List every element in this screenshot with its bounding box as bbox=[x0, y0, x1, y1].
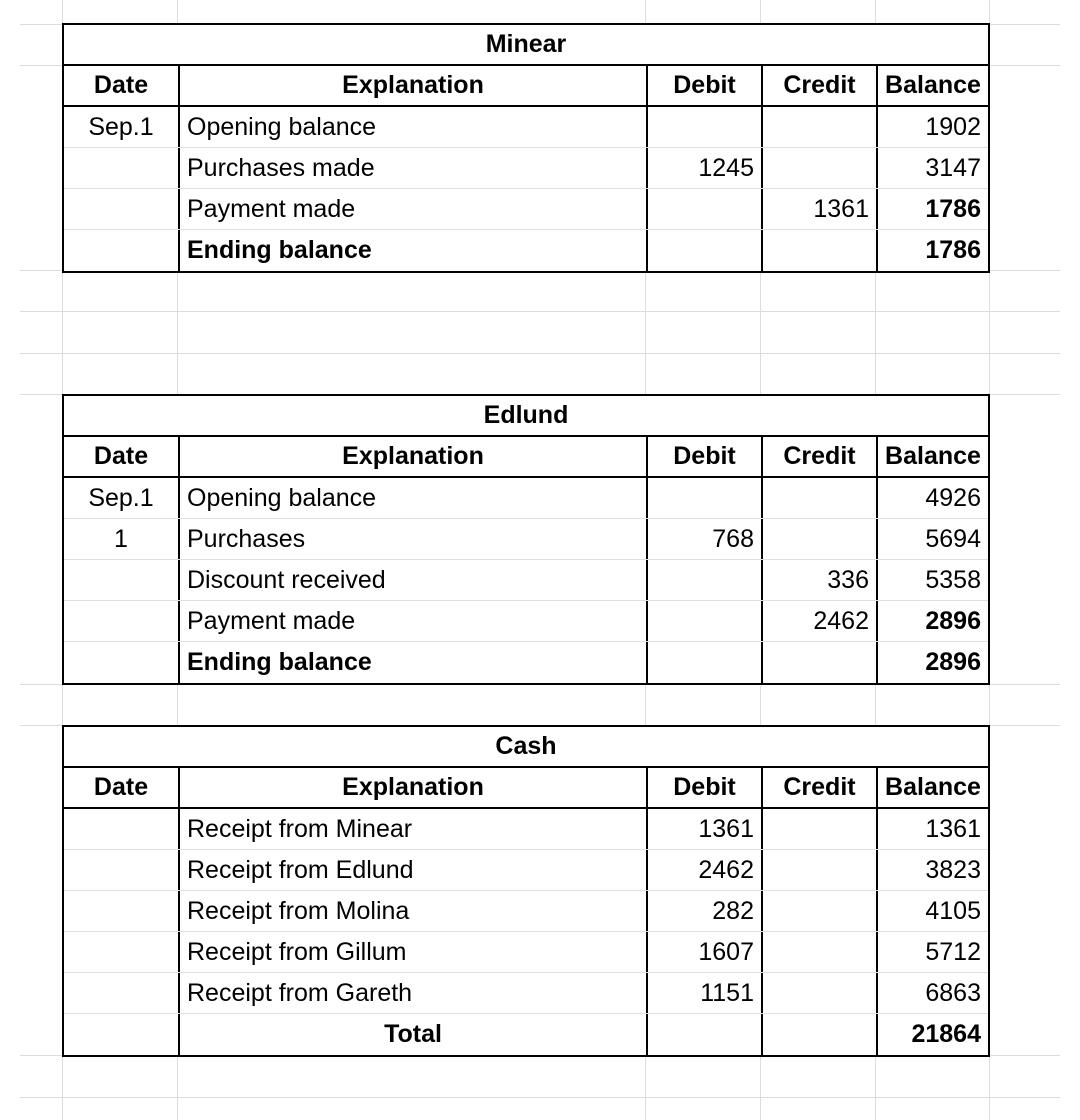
explanation-cell: Ending balance bbox=[178, 642, 646, 683]
balance-cell: 1902 bbox=[876, 107, 988, 147]
balance-cell: 1361 bbox=[876, 809, 988, 849]
ledger-title: Edlund bbox=[483, 401, 569, 429]
credit-cell bbox=[761, 809, 876, 849]
date-cell: Sep.1 bbox=[88, 483, 154, 512]
explanation-cell: Ending balance bbox=[178, 230, 646, 271]
date-cell bbox=[64, 850, 178, 890]
balance-cell: 5358 bbox=[876, 560, 988, 600]
credit-cell bbox=[761, 642, 876, 683]
debit-cell: 1151 bbox=[646, 973, 761, 1013]
header-date: Date bbox=[93, 773, 149, 801]
credit-cell bbox=[761, 850, 876, 890]
date-cell bbox=[64, 932, 178, 972]
explanation-cell: Receipt from Molina bbox=[178, 891, 646, 931]
balance-cell: 1786 bbox=[876, 189, 988, 229]
debit-cell: 1361 bbox=[646, 809, 761, 849]
credit-cell bbox=[761, 891, 876, 931]
explanation-cell: Purchases made bbox=[178, 148, 646, 188]
debit-cell bbox=[646, 601, 761, 641]
debit-cell bbox=[646, 107, 761, 147]
header-debit: Debit bbox=[646, 66, 761, 105]
credit-cell bbox=[761, 932, 876, 972]
table-row bbox=[64, 189, 988, 230]
header-explanation: Explanation bbox=[178, 437, 646, 476]
table-row bbox=[64, 148, 988, 189]
ledger-minear bbox=[62, 23, 990, 273]
debit-cell bbox=[646, 230, 761, 271]
debit-cell: 282 bbox=[646, 891, 761, 931]
credit-cell bbox=[761, 478, 876, 518]
header-credit: Credit bbox=[761, 437, 876, 476]
header-balance: Balance bbox=[876, 437, 988, 476]
credit-cell bbox=[761, 107, 876, 147]
header-balance: Balance bbox=[876, 66, 988, 105]
table-row bbox=[64, 973, 988, 1014]
credit-cell bbox=[761, 148, 876, 188]
ledger-edlund bbox=[62, 394, 990, 685]
header-debit: Debit bbox=[646, 768, 761, 807]
header-credit: Credit bbox=[761, 768, 876, 807]
date-cell bbox=[64, 148, 178, 188]
date-cell bbox=[64, 230, 178, 271]
balance-cell: 5694 bbox=[876, 519, 988, 559]
ledger-header-row bbox=[64, 66, 988, 107]
balance-cell: 4926 bbox=[876, 478, 988, 518]
explanation-cell: Receipt from Gareth bbox=[178, 973, 646, 1013]
credit-cell: 1361 bbox=[761, 189, 876, 229]
explanation-cell: Receipt from Minear bbox=[178, 809, 646, 849]
ledger-cash bbox=[62, 725, 990, 1057]
balance-cell: 2896 bbox=[876, 601, 988, 641]
ledger-title: Cash bbox=[495, 732, 557, 760]
date-cell bbox=[64, 189, 178, 229]
date-cell: Sep.1 bbox=[88, 112, 154, 141]
balance-cell: 3147 bbox=[876, 148, 988, 188]
date-cell bbox=[64, 1014, 178, 1055]
date-cell bbox=[64, 642, 178, 683]
table-row bbox=[64, 642, 988, 683]
debit-cell bbox=[646, 560, 761, 600]
balance-cell: 21864 bbox=[876, 1014, 988, 1055]
credit-cell: 336 bbox=[761, 560, 876, 600]
explanation-cell: Purchases bbox=[178, 519, 646, 559]
table-row bbox=[64, 107, 988, 148]
debit-cell bbox=[646, 478, 761, 518]
table-row bbox=[64, 560, 988, 601]
explanation-cell: Receipt from Gillum bbox=[178, 932, 646, 972]
explanation-cell: Discount received bbox=[178, 560, 646, 600]
date-cell bbox=[64, 809, 178, 849]
explanation-cell: Total bbox=[178, 1014, 646, 1055]
balance-cell: 2896 bbox=[876, 642, 988, 683]
table-row bbox=[64, 601, 988, 642]
date-cell bbox=[64, 891, 178, 931]
header-explanation: Explanation bbox=[178, 66, 646, 105]
credit-cell bbox=[761, 519, 876, 559]
ledger-header-row bbox=[64, 437, 988, 478]
balance-cell: 3823 bbox=[876, 850, 988, 890]
debit-cell bbox=[646, 642, 761, 683]
header-debit: Debit bbox=[646, 437, 761, 476]
credit-cell bbox=[761, 230, 876, 271]
debit-cell: 1607 bbox=[646, 932, 761, 972]
ledger-header-row bbox=[64, 768, 988, 809]
explanation-cell: Opening balance bbox=[178, 478, 646, 518]
table-row bbox=[64, 519, 988, 560]
debit-cell: 1245 bbox=[646, 148, 761, 188]
table-row bbox=[64, 850, 988, 891]
credit-cell: 2462 bbox=[761, 601, 876, 641]
balance-cell: 1786 bbox=[876, 230, 988, 271]
ledger-title: Minear bbox=[485, 30, 567, 58]
header-credit: Credit bbox=[761, 66, 876, 105]
explanation-cell: Opening balance bbox=[178, 107, 646, 147]
credit-cell bbox=[761, 1014, 876, 1055]
header-date: Date bbox=[93, 442, 149, 470]
table-row bbox=[64, 891, 988, 932]
header-balance: Balance bbox=[876, 768, 988, 807]
table-row bbox=[64, 809, 988, 850]
balance-cell: 6863 bbox=[876, 973, 988, 1013]
date-cell bbox=[64, 601, 178, 641]
table-row bbox=[64, 230, 988, 271]
header-date: Date bbox=[93, 71, 149, 99]
credit-cell bbox=[761, 973, 876, 1013]
explanation-cell: Receipt from Edlund bbox=[178, 850, 646, 890]
debit-cell bbox=[646, 189, 761, 229]
explanation-cell: Payment made bbox=[178, 189, 646, 229]
date-cell: 1 bbox=[114, 524, 128, 553]
debit-cell bbox=[646, 1014, 761, 1055]
debit-cell: 768 bbox=[646, 519, 761, 559]
header-explanation: Explanation bbox=[178, 768, 646, 807]
balance-cell: 5712 bbox=[876, 932, 988, 972]
table-row bbox=[64, 1014, 988, 1055]
debit-cell: 2462 bbox=[646, 850, 761, 890]
table-row bbox=[64, 932, 988, 973]
explanation-cell: Payment made bbox=[178, 601, 646, 641]
date-cell bbox=[64, 973, 178, 1013]
date-cell bbox=[64, 560, 178, 600]
balance-cell: 4105 bbox=[876, 891, 988, 931]
table-row bbox=[64, 478, 988, 519]
